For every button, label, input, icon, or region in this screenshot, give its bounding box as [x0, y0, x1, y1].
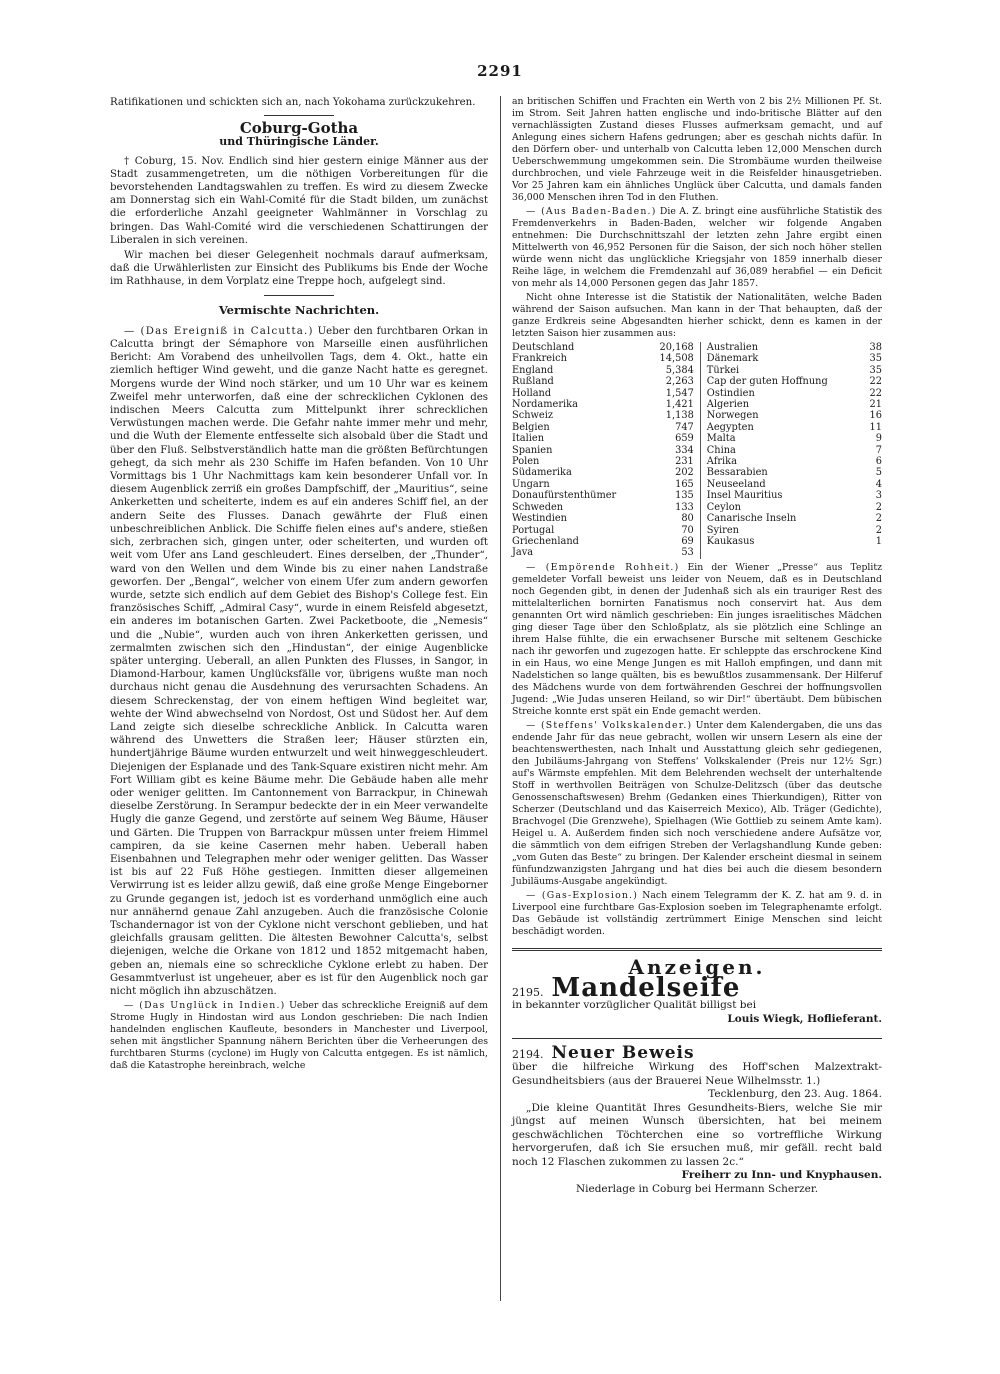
country-name: Ungarn: [512, 478, 550, 490]
visitor-count: 1: [875, 535, 882, 547]
statistics-row: [512, 456, 882, 467]
visitor-count: 70: [681, 524, 694, 536]
country-name: Bessarabien: [700, 467, 865, 478]
visitor-count: 202: [675, 467, 694, 479]
country-name: Türkei: [700, 365, 865, 376]
country-name: Deutschland: [512, 342, 575, 353]
country-name: Syiren: [700, 525, 865, 536]
visitor-count: 80: [681, 513, 694, 525]
visitor-count: 7: [875, 444, 882, 456]
country-name: Rußland: [512, 376, 554, 388]
visitor-count: 38: [869, 342, 882, 353]
statistics-row: [512, 490, 882, 501]
ad-number: 2195.: [512, 985, 544, 999]
ad-signature: Freiherr zu Inn- und Knyphausen.: [681, 1169, 882, 1182]
visitor-count: 14,508: [659, 353, 694, 365]
calcutta-heading: — (Das Ereigniß in Calcutta.): [124, 325, 314, 337]
rohheit-heading: — (Empörende Rohheit.): [526, 561, 680, 573]
visitor-count: 334: [675, 444, 694, 456]
statistics-row: [512, 445, 882, 456]
visitor-count: 5: [875, 467, 882, 479]
country-name: Ostindien: [700, 388, 865, 399]
baden-article: [512, 206, 882, 290]
statistics-row: [512, 525, 882, 536]
section-title-coburg-gotha: Coburg-Gotha: [239, 119, 359, 138]
calcutta-article: [110, 325, 488, 998]
country-name: Dänemark: [700, 353, 865, 364]
indien-body: Ueber das schreckliche Ereigniß auf dem Strome Hugly in Hindostan wird aus London geschrieben: Die nach Indien handelnden englischen Kaufleute, besonders in Manchester und Liverpool, sehen mit ängstlicher Spannung nähern Berichten über die Verheerungen des furchtbaren Sturms (cyclone) im Hugly von Calcutta entgegen. Es ist nämlich, daß die Katastrophe hereinbrach, welche: [110, 1000, 488, 1072]
baden-body: Die A. Z. bringt eine ausführliche Statistik des Fremdenverkehrs in Baden-Baden, welcher wir folgende Angaben entnehmen: Die Durchschnittszahl der letzten zehn Jahre ergibt einen Mittelwerth von 46,952 Personen für die Saison, der sich noch höher stellen würde wenn nicht das unglückliche Kriegsjahr von 1859 innerhalb dieser Reihe läge, in welchem die Fremdenzahl auf 36,089 herabfiel — ein Deficit von mehr als 14,000 Personen gegen das Jahr 1857.: [512, 206, 882, 289]
country-name: Schweiz: [512, 410, 553, 422]
country-name: Insel Mauritius: [700, 490, 865, 501]
country-name: Cap der guten Hoffnung: [700, 376, 865, 387]
visitor-count: 53: [681, 547, 694, 559]
section-separator: [264, 295, 334, 296]
ads-section-title: Anzeigen.: [628, 954, 766, 979]
rohheit-body: Ein der Wiener „Presse“ aus Teplitz gemeldeter Vorfall beweist uns leider von Neuem, daß es in Deutschland noch Gegenden gibt, in denen der Judenhaß sich als ein trauriger Rest des mittelalterlichen bornirten Fanatismus noch conservirt hat. Aus dem genannten Ort wird nämlich geschrieben: Ein junges israelitisches Mädchen ging dieser Tage über den Schloßplatz, als sie plötzlich eine Schlinge an ihrem Halse fühlte, die ein erwachsener Bursche mit seltenem Geschicke nach ihr geworfen und zugezogen hatte. Er schleppte das erschrockene Kind in ein Haus, wo eine Menge Jungen es mit Halloh empfingen, und dann mit Nadelstichen so lange quälten, bis es bewußtlos zusammensank. Der Hilferuf des Mädchens wurde von dem fortwährenden Geschrei der hoffnungsvollen Jugend: „Wie Judas unseren Heiland, so wir Dir!“ übertäubt. Dem bübischen Streiche konnte erst spät ein Ende gemacht werden.: [512, 561, 882, 717]
visitor-count: 2,263: [665, 376, 694, 388]
country-name: Südamerika: [512, 467, 572, 479]
visitor-count: 22: [869, 376, 882, 388]
country-name: Aegypten: [700, 422, 865, 433]
nationality-statistics-table: [512, 342, 882, 559]
indien-article: [110, 1000, 488, 1072]
statistics-row: [512, 353, 882, 364]
visitor-count: 16: [869, 410, 882, 422]
advertisement-mandelseife: [512, 972, 882, 1026]
visitor-count: 35: [869, 364, 882, 376]
ads-divider: [512, 948, 882, 951]
statistics-row: [512, 547, 882, 558]
visitor-count: 21: [869, 399, 882, 411]
country-name: Polen: [512, 456, 540, 468]
visitor-count: 1,421: [665, 399, 694, 411]
visitor-count: 6: [875, 456, 882, 468]
kalender-heading: — (Steffens' Volkskalender.): [526, 719, 693, 731]
ad-seller: Louis Wiegk, Hoflieferant.: [727, 1012, 882, 1025]
ad-depot: Niederlage in Coburg bei Hermann Scherzer.: [575, 1182, 819, 1195]
statistics-row: [512, 479, 882, 490]
country-name: Kaukasus: [700, 536, 865, 547]
country-name: China: [700, 445, 865, 456]
country-name: Java: [512, 547, 534, 559]
news-section-title: Vermischte Nachrichten.: [218, 302, 380, 317]
statistics-row: [512, 502, 882, 513]
baden-paragraph-2: Nicht ohne Interesse ist die Statistik der Nationalitäten, welche Baden während der Saison aufsuchen. Man kann in der That behaupten, daß der ganze Erdkreis seine Abgesandten hierher schickt, denn es kamen in der letzten Saison hier zusammen aus:: [512, 292, 882, 339]
visitor-count: 2: [875, 501, 882, 513]
left-column: [110, 96, 488, 1074]
gas-heading: — (Gas-Explosion.): [526, 889, 639, 901]
ad-text: in bekannter vorzüglicher Qualität billigst bei: [512, 999, 757, 1012]
kalender-body: Unter dem Kalendergaben, die uns das endende Jahr für das neue gebracht, wollen wir unsern Lesern als eine der beachtenswerthesten, nach Inhalt und Ausstattung gleich sehr gediegenen, den Jubiläums-Jahrgang von Steffens' Volkskalender (Preis nur 12½ Sgr.) auf's Wärmste empfehlen. Mit dem Belehrenden wechselt der unterhaltende Stoff in werthvollen Beiträgen von Schulze-Delitzsch (über das deutsche Genossenschaftswesen) Brehm (Gedanken eines Thierkundigen), Ritter von Scherzer (Deutschland und das Kaiserreich Mexico), Alb. Träger (Gedichte), Brachvogel (Die Grenzwehe), Spielhagen (Wie Gottlieb zu seinem Amte kam). Heigel u. A. Außerdem finden sich noch verschiedene andere Aufsätze vor, die sämmtlich von dem eifrigen Streben der Verlagshandlung Kunde geben: „vom Guten das Beste“ zu bringen. Der Kalender erscheint diesmal in seinem fünfundzwanzigsten Jahrgang und hat dies bei auch die diesem besondern Jubiläums-Ausgabe angekündigt.: [512, 719, 882, 887]
gas-article: [512, 890, 882, 938]
statistics-row: [512, 399, 882, 410]
country-name: Australien: [700, 342, 865, 353]
gas-body: Nach einem Telegramm der K. Z. hat am 9. d. in Liverpool eine furchtbare Gas-Explosion soeben im Telegraphenamte erfolgt. Das Gebäude ist vollständig zertrümmert Einige Menschen sind leicht beschädigt worden.: [512, 889, 882, 937]
visitor-count: 11: [869, 421, 882, 433]
country-name: [700, 547, 865, 558]
country-name: Holland: [512, 387, 552, 399]
country-name: Westindien: [512, 513, 567, 525]
intro-paragraph: Ratifikationen und schickten sich an, nach Yokohama zurückzukehren.: [110, 97, 476, 108]
statistics-row: [512, 376, 882, 387]
statistics-row: [512, 365, 882, 376]
statistics-row: [512, 388, 882, 399]
statistics-row: [512, 410, 882, 421]
country-name: Canarische Inseln: [700, 513, 865, 524]
country-name: Portugal: [512, 524, 555, 536]
country-name: Algerien: [700, 399, 865, 410]
column-divider: [500, 96, 501, 1301]
statistics-row: [512, 513, 882, 524]
country-name: Neuseeland: [700, 479, 865, 490]
rohheit-article: [512, 562, 882, 718]
visitor-count: 3: [875, 490, 882, 502]
kalender-article: [512, 720, 882, 888]
country-name: Nordamerika: [512, 399, 578, 411]
country-name: Norwegen: [700, 410, 865, 421]
country-name: Schweden: [512, 501, 564, 513]
continuation-paragraph: an britischen Schiffen und Frachten ein Werth von 2 bis 2½ Millionen Pf. St. im Strom. Seit Jahren hatten englische und indo-britische Blätter auf den vernachlässigten Zustand dieses Flusses aufmerksam gemacht, und auf Anlegung eines sichern Hafens gedrungen; aber es geschah nichts dafür. In den Dörfern ober- und unterhalb von Calcutta leben 12,000 Menschen durch Ueberschwemmung umgekommen sein. Die Strombäume wurden theilweise durchbrochen, und viele Fahrzeuge weit in die Reisfelder hinausgetrieben. Vor 25 Jahren kam ein ähnliches Unglück über Calcutta, und damals fanden 36,000 Menschen ihren Tod in den Fluthen.: [512, 96, 882, 203]
visitor-count: 9: [875, 433, 882, 445]
ad-intro: über die hilfreiche Wirkung des Hoff'schen Malzextrakt-Gesundheitsbiers (aus der Brauerei Neue Wilhelmsstr. 1.): [512, 1061, 882, 1087]
visitor-count: 231: [675, 456, 694, 468]
visitor-count: 747: [675, 421, 694, 433]
right-column: [512, 96, 882, 1196]
calcutta-body: Ueber den furchtbaren Orkan in Calcutta bringt der Sémaphore von Marseille einen ausführlichen Bericht: Am Vorabend des unheilvollen Tags, dem 4. Okt., hatte ein ziemlich heftiger Wind geweht, und die ganze Nacht hatte es geregnet. Morgens wurde der Wind noch stärker, und um 10 Uhr war es keinem Zweifel mehr unterworfen, daß eine der schrecklichen Cyklonen des indischen Meers Calcutta zum Mittelpunkt ihrer schrecklichen Verwüstungen machen werde. Die Gefahr nahte immer mehr und mehr, und die Wuth der Elemente entfesselte sich alsobald über die Stadt und über den Fluß. Selbstverständlich hatte man die größten Befürchtungen gehegt, da sich mehr als 230 Schiffe im Hafen befanden. Von 10 Uhr Vormittags bis 1 Uhr Nachmittags kam kein besonderer Unfall vor. In diesem Augenblick zerriß ein großes Dampfschiff, der „Mauritius“, seine Ankerketten und scheiterte, indem es auf ein anderes Schiff fiel, an der andern Seite des Flusses. Danach gewährte der Fluß einen unbeschreiblichen Anblick. Die Schiffe fielen eines auf's andere, stießen sich, zerbrachen sich, gingen unter, oder scheiterten, und wurden oft weit vom Ufer ans Land geschleudert. Eines derselben, der „Thunder“, ward von den Wellen und dem Winde bis zu einer nahen Landstraße geworfen. Der „Bengal“, welcher von einem Ufer zum andern geworfen wurde, setzte sich endlich auf dem Gebiet des Bishop's College fest. Ein französisches Schiff, „Admiral Casy“, wurde in einem Reisfeld abgesetzt, ein anderes im botanischen Garten. Zwei Packetboote, die „Nemesis“ und die „Nubie“, wurden auch von ihren Ankerketten gerissen, und zermalmten zwischen sich den „Hindustan“, der einige Augenblicke später unterging. Ueberall, an allen Punkten des Flusses, in Sangor, in Diamond-Harbour, kamen Unglücksfälle vor, übrigens wußte man noch durchaus nicht genau die Ausdehnung des verursachten Schadens. An diesem Schreckenstag, der von einem heftigen Wind begleitet war, wehte der Wind abwechselnd von Nordost, Ost und Südost her. Auf dem Land zeigte sich dieselbe schreckliche Anblick. In Calcutta waren während des Unwetters die Straßen leer; Häuser stürzten ein, hundertjährige Bäume wurden entwurzelt und weit hinweggeschleudert. Diejenigen der Esplanade und des Tank-Square existiren nicht mehr. Am Fort William gibt es keine Bäume mehr. Die Gebäude haben alle mehr oder weniger gelitten. Im Cantonnement von Barrackpur, in Chinewah dieselbe Zerstörung. In Serampur bedeckte der in ein Meer verwandelte Hugly die ganze Gegend, und zerstörte auf seinem Weg Bäume, Häuser und Gärten. Die Truppen von Barrackpur müssen unter freiem Himmel campiren, da sie keine Casernen mehr haben. Ueberall haben Eisenbahnen und Telegraphen mehr oder weniger gelitten. Das Wasser ist bis auf 22 Fuß Höhe gestiegen. Inmitten dieser allgemeinen Verwirrung ist es leider allzu gewiß, daß eine große Menge Eingeborner zu Grunde gegangen ist, jedoch ist es vorderhand unmöglich eine auch nur annähernd genaue Zahl anzugeben. Auch die französische Colonie Tschandernagor ist von der Cyklone nicht verschont geblieben, und hat gleichfalls grausam gelitten. Die ältesten Bewohner Calcutta's, selbst diejenigen, welche die Orkane von 1812 und 1852 mitgemacht haben, geben an, niemals eine so schreckliche Cyklone erlebt zu haben. Der Gesammtverlust ist ungeheuer, aber es ist für den Augenblick noch gar nicht möglich ihn abzuschätzen.: [110, 325, 488, 997]
visitor-count: 4: [875, 478, 882, 490]
coburg-paragraph-2: Wir machen bei dieser Gelegenheit nochmals darauf aufmerksam, daß die Urwählerlisten zur Einsicht des Publikums bis Ende der Woche im Rathhause, in dem Vorplatz eine Treppe hoch, aufgelegt sind.: [110, 250, 488, 288]
visitor-count: 20,168: [659, 342, 694, 353]
visitor-count: 69: [681, 535, 694, 547]
statistics-row: [512, 536, 882, 547]
ad-quote: „Die kleine Quantität Ihres Gesundheits-Biers, welche Sie mir jüngst auf meinen Wunsch übersichten, hat bei meinem geschwächlichen Töchterchen eine so vortreffliche Wirkung hervorgerufen, daß ich Sie ersuchen muß, mir gefäll. recht bald noch 12 Flaschen zukommen zu lassen 2c.“: [512, 1101, 882, 1168]
country-name: Donaufürstenthümer: [512, 490, 617, 502]
country-name: England: [512, 364, 554, 376]
statistics-row: [512, 467, 882, 478]
ad-title: Mandelseife: [551, 972, 741, 1003]
ad-number: 2194.: [512, 1048, 544, 1062]
ad-place-date: Tecklenburg, den 23. Aug. 1864.: [708, 1088, 882, 1101]
statistics-row: [512, 342, 882, 353]
visitor-count: [866, 547, 882, 558]
visitor-count: 2: [875, 524, 882, 536]
indien-heading: — (Das Unglück in Indien.): [124, 1000, 286, 1012]
country-name: Malta: [700, 433, 865, 444]
visitor-count: 2: [875, 513, 882, 525]
ad-divider: [512, 1038, 882, 1039]
country-name: Spanien: [512, 444, 553, 456]
advertisement-neuer-beweis: [512, 1043, 882, 1196]
visitor-count: 1,138: [665, 410, 694, 422]
visitor-count: 35: [869, 353, 882, 365]
country-name: Italien: [512, 433, 545, 445]
ad-title: Neuer Beweis: [551, 1043, 695, 1064]
statistics-row: [512, 422, 882, 433]
baden-heading: — (Aus Baden-Baden.): [526, 206, 657, 217]
page-number: 2291: [477, 62, 523, 80]
visitor-count: 22: [869, 387, 882, 399]
statistics-row: [512, 433, 882, 444]
country-name: Afrika: [700, 456, 865, 467]
country-name: Frankreich: [512, 353, 567, 365]
section-subtitle: und Thüringische Länder.: [219, 135, 379, 149]
visitor-count: 659: [675, 433, 694, 445]
country-name: Belgien: [512, 421, 550, 433]
coburg-paragraph-1: † Coburg, 15. Nov. Endlich sind hier gestern einige Männer aus der Stadt zusammengetreten, um die nöthigen Vorbereitungen für die bevorstehenden Landtagswahlen zu treffen. Es wird zu diesem Zwecke am Donnerstag sich ein Wahl-Comité für die Stadt bilden, um zunächst die erforderliche Anzahl geeigneter Wahlmänner in Vorschlag zu bringen. Das Wahl-Comité wird die verschiedenen Schattirungen der Liberalen in sich vereinen.: [110, 155, 488, 246]
visitor-count: 165: [675, 478, 694, 490]
section-separator: [264, 115, 334, 116]
visitor-count: 133: [675, 501, 694, 513]
visitor-count: 5,384: [665, 364, 694, 376]
country-name: Ceylon: [700, 502, 865, 513]
visitor-count: 1,547: [665, 387, 694, 399]
visitor-count: 135: [675, 490, 694, 502]
country-name: Griechenland: [512, 535, 579, 547]
